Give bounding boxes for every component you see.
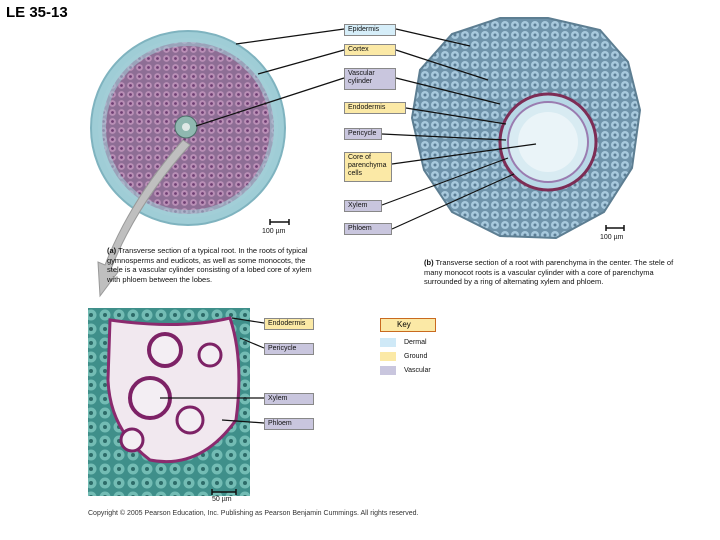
label-pericycle: Pericycle [344,128,382,140]
key-swatch-dermal [380,338,396,347]
label-cortex: Cortex [344,44,396,56]
label-phloem: Phloem [344,223,392,235]
key-swatch-ground [380,352,396,361]
key-title: Key [380,318,436,332]
root-section-a [91,31,285,225]
caption-b-text: Transverse section of a root with parenchyma in the center. The stele of many monocot roots is a vascular cylinder with a core of parenchyma surrounded by a ring of alternating xylem and phloem. [424,258,674,286]
detail-section-c [88,308,250,496]
copyright-notice: Copyright © 2005 Pearson Education, Inc. Publishing as Pearson Benjamin Cummings. All rights reserved. [88,510,419,517]
label-endodermis: Endodermis [344,102,406,114]
scale-label-c: 50 µm [212,496,232,503]
label-pericycle-detail: Pericycle [264,343,314,355]
caption-a-tag: (a) [107,246,117,255]
caption-b-tag: (b) [424,258,434,267]
scale-label-a: 100 µm [262,228,286,235]
label-endodermis-detail: Endodermis [264,318,314,330]
caption-a [107,246,317,284]
key-label-dermal: Dermal [404,339,427,346]
caption-a-text: Transverse section of a typical root. In the roots of typical gymnosperms and eudicots, as well as some monocots, the stele is a vascular cylinder consisting of a lobed core of xylem with phloem between the lobes. [107,246,312,284]
label-core-parenchyma: Core of parenchyma cells [344,152,392,182]
label-phloem-detail: Phloem [264,418,314,430]
slide-title: LE 35-13 [6,4,68,21]
key-label-ground: Ground [404,353,428,360]
key-label-vascular: Vascular [404,367,431,374]
label-vascular-cylinder: Vascular cylinder [344,68,396,90]
label-xylem: Xylem [344,200,382,212]
label-xylem-detail: Xylem [264,393,314,405]
label-epidermis: Epidermis [344,24,396,36]
key-swatch-vascular [380,366,396,375]
caption-b [424,258,680,287]
scale-label-b: 100 µm [600,234,624,241]
